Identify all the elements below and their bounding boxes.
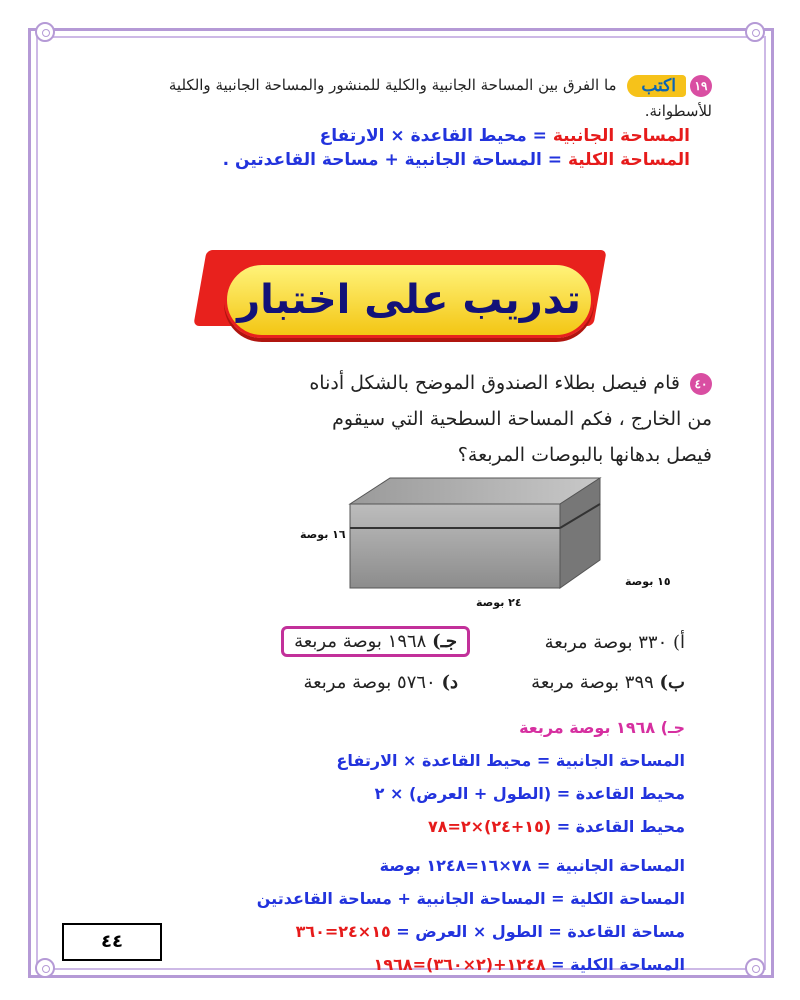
write-tag: اكتب [627,75,686,97]
answer-19-line1: المساحة الجانبية = محيط القاعدة × الارتفاع [319,126,690,146]
page-number: ٤٤ [62,923,162,961]
option-d[interactable]: د) ٥٧٦٠ بوصة مربعة [303,672,458,693]
solution-line: المساحة الجانبية = محيط القاعدة × الارتفاع [336,751,685,770]
solution-line: محيط القاعدة = (١٥+٢٤)×٢=٧٨ [427,817,685,836]
question-40-line3: فيصل بدهانها بالبوصات المربعة؟ [457,444,712,466]
solution-line: محيط القاعدة = (الطول + العرض) × ٢ [374,784,685,803]
solution [257,711,685,981]
corner-ornament [35,958,55,978]
question-40-line2: من الخارج ، فكم المساحة السطحية التي سيقوم [332,408,712,430]
question-19 [112,72,712,124]
question-19-text: ما الفرق بين المساحة الجانبية والكلية للمنشور والمساحة الجانبية والكلية [168,76,617,94]
question-number-badge: ٤٠ [690,373,712,395]
solution-line: المساحة الكلية = المساحة الجانبية + مساحة القاعدتين [256,889,685,908]
banner-title: تدريب على اختبار [224,262,594,338]
width-label: ١٥ بوصة [625,575,671,588]
option-c-selected[interactable]: جـ) ١٩٦٨ بوصة مربعة [281,626,470,657]
option-a[interactable]: أ) ٣٣٠ بوصة مربعة [544,632,685,653]
answer-19 [223,124,690,172]
question-19-text-cont: للأسطوانة. [644,102,712,120]
question-40 [232,365,712,473]
solution-line: المساحة الكلية = ١٢٤٨+(٢×٣٦٠)=١٩٦٨ [373,955,685,974]
box-figure [330,470,620,600]
corner-ornament [35,22,55,42]
option-b[interactable]: ب) ٣٩٩ بوصة مربعة [531,672,685,693]
solution-line: المساحة الجانبية = ٧٨×١٦=١٢٤٨ بوصة [379,856,685,875]
corner-ornament [745,22,765,42]
height-label: ١٦ بوصة [300,528,346,541]
answer-19-line2: المساحة الكلية = المساحة الجانبية + مساحة القاعدتين . [222,150,690,170]
question-40-line1: قام فيصل بطلاء الصندوق الموضح بالشكل أدناه [309,372,680,394]
length-label: ٢٤ بوصة [476,596,522,609]
solution-answer: جـ) ١٩٦٨ بوصة مربعة [519,718,685,737]
solution-line: مساحة القاعدة = الطول × العرض = ١٥×٢٤=٣٦٠ [295,922,685,941]
section-banner [200,250,600,350]
corner-ornament [745,958,765,978]
question-number-badge: ١٩ [690,75,712,97]
